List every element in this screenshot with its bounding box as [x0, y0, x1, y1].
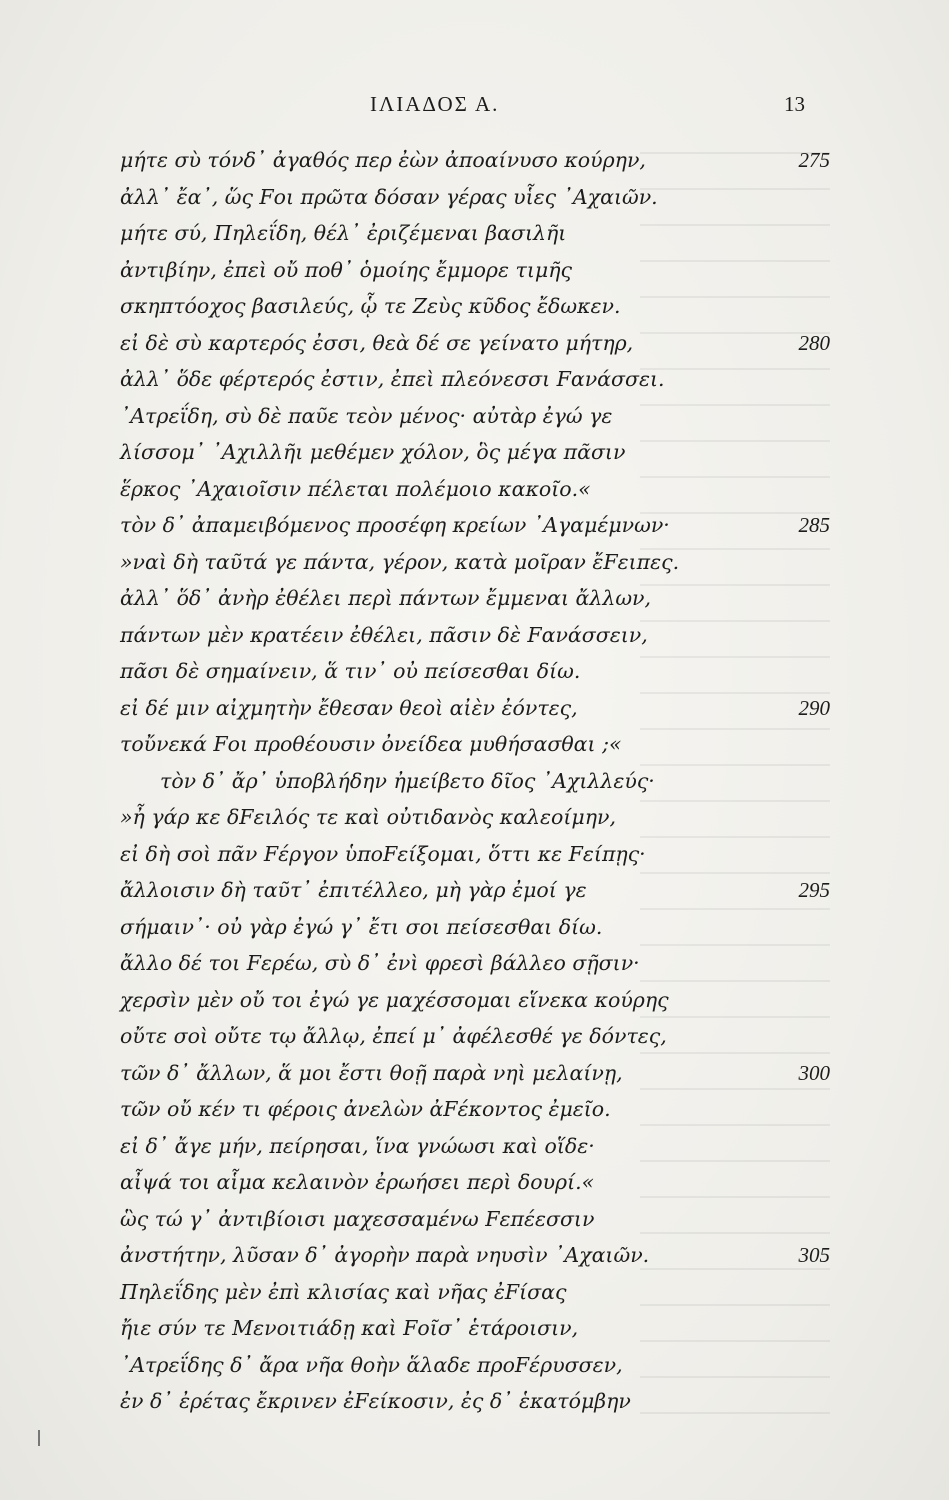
verse-text: ἐν δ᾽ ἐρέτας ἔκρινεν ἐFείκοσιν, ἐς δ᾽ ἑκατόμβην — [120, 1389, 631, 1413]
verse-line — [120, 580, 830, 617]
verse-line — [120, 398, 830, 435]
verse-line — [120, 872, 830, 909]
page-header — [0, 92, 949, 122]
verse-text: ἀλλ᾽ ὅδε φέρτερός ἐστιν, ἐπεὶ πλεόνεσσι Fανάσσει. — [120, 367, 665, 391]
line-number: 300 — [798, 1060, 830, 1085]
verse-text: ᾽Ατρεΐδης δ᾽ ἄρα νῆα θοὴν ἅλαδε προFέρυσσεν, — [120, 1352, 623, 1377]
verse-text: τῶν οὔ κέν τι φέροις ἀνελὼν ἀFέκοντος ἐμεῖο. — [120, 1097, 611, 1121]
verse-text: ἀντιβίην, ἐπεὶ οὔ ποθ᾽ ὁμοίης ἔμμορε τιμῆς — [120, 257, 572, 282]
verse-text: ᾽Ατρεΐδη, σὺ δὲ παῦε τεὸν μένος· αὐτὰρ ἐγώ γε — [120, 403, 613, 428]
verse-text: πᾶσι δὲ σημαίνειν, ἅ τιν᾽ οὐ πείσεσθαι δίω. — [120, 659, 581, 683]
verse-text: Πηλεΐδης μὲν ἐπὶ κλισίας καὶ νῆας ἐFίσας — [120, 1279, 567, 1304]
margin-mark — [38, 1430, 40, 1446]
verse-text: »ναὶ δὴ ταῦτά γε πάντα, γέρον, κατὰ μοῖραν ἔFειπες. — [120, 549, 680, 574]
verse-line — [120, 1383, 830, 1420]
verse-text: σήμαιν᾽· οὐ γὰρ ἐγώ γ᾽ ἔτι σοι πείσεσθαι δίω. — [120, 914, 603, 939]
verse-text: ἤιε σύν τε Μενοιτιάδῃ καὶ Fοῖσ᾽ ἑτάροισιν, — [120, 1316, 579, 1340]
verse-line — [120, 799, 830, 836]
verse-text: ἀλλ᾽ ἔα᾽, ὥς Fοι πρῶτα δόσαν γέρας υἷες ᾽Αχαιῶν. — [120, 184, 658, 209]
verse-line — [120, 945, 830, 982]
verse-text: εἰ δὲ σὺ καρτερός ἐσσι, θεὰ δέ σε γείνατο μήτηρ, — [120, 330, 634, 355]
verse-text: λίσσομ᾽ ᾽Αχιλλῆι μεθέμεν χόλον, ὃς μέγα πᾶσιν — [120, 440, 626, 464]
verse-line — [120, 1018, 830, 1055]
verse-line — [120, 1201, 830, 1238]
verse-text: »ἦ γάρ κε δFειλός τε καὶ οὐτιδανὸς καλεοίμην, — [120, 805, 617, 829]
verse-line — [120, 1091, 830, 1128]
verse-text: τῶν δ᾽ ἄλλων, ἅ μοι ἔστι θοῇ παρὰ νηὶ μελαίνῃ, — [120, 1060, 623, 1085]
verse-text: μήτε σὺ τόνδ᾽ ἀγαθός περ ἐὼν ἀποαίνυσο κούρην, — [120, 148, 646, 172]
verse-line — [120, 1274, 830, 1311]
verse-line — [120, 434, 830, 471]
line-number: 295 — [798, 878, 830, 902]
page-number: 13 — [784, 92, 805, 116]
verse-line — [120, 653, 830, 690]
verse-line — [120, 215, 830, 252]
verse-line — [120, 1310, 830, 1347]
verse-text: ἄλλοισιν δὴ ταῦτ᾽ ἐπιτέλλεο, μὴ γὰρ ἐμοί γε — [120, 878, 587, 902]
verse-line — [120, 1128, 830, 1165]
verse-line — [120, 726, 830, 763]
verse-line — [120, 142, 830, 179]
verse-text: πάντων μὲν κρατέειν ἐθέλει, πᾶσιν δὲ Fανάσσειν, — [120, 622, 648, 647]
verse-line — [120, 1237, 830, 1274]
verse-line — [120, 507, 830, 544]
verse-text: τὸν δ᾽ ἀπαμειβόμενος προσέφη κρείων ᾽Αγαμέμνων· — [120, 513, 670, 537]
verse-text: ἀλλ᾽ ὅδ᾽ ἀνὴρ ἐθέλει περὶ πάντων ἔμμεναι ἄλλων, — [120, 586, 652, 610]
verse-line — [120, 252, 830, 289]
line-number: 285 — [798, 513, 830, 537]
verse-line — [120, 1055, 830, 1092]
verse-text: εἰ δ᾽ ἄγε μήν, πείρησαι, ἵνα γνώωσι καὶ οἵδε· — [120, 1133, 595, 1158]
verse-text: αἶψά τοι αἷμα κελαινὸν ἐρωήσει περὶ δουρί.« — [120, 1170, 595, 1194]
line-number: 280 — [798, 330, 830, 355]
verse-text: μήτε σύ, Πηλεΐδη, θέλ᾽ ἐριζέμεναι βασιλῆι — [120, 221, 567, 245]
verse-line — [120, 909, 830, 946]
verse-text: ἀνστήτην, λῦσαν δ᾽ ἀγορὴν παρὰ νηυσὶν ᾽Αχαιῶν. — [120, 1243, 650, 1267]
verse-line — [120, 1164, 830, 1201]
line-number: 275 — [798, 148, 830, 172]
verse-line — [120, 836, 830, 873]
verse-text: τοὔνεκά Fοι προθέουσιν ὀνείδεα μυθήσασθαι ;« — [120, 732, 622, 756]
verse-text: ἕρκος ᾽Αχαιοῖσιν πέλεται πολέμοιο κακοῖο.« — [120, 476, 591, 501]
line-number: 290 — [798, 695, 830, 720]
verse-text: τὸν δ᾽ ἄρ᾽ ὑποβλήδην ἠμείβετο δῖος ᾽Αχιλλεύς· — [160, 768, 655, 793]
verse-line — [120, 1347, 830, 1384]
verse-line — [120, 982, 830, 1019]
verse-text: ἄλλο δέ τοι Fερέω, σὺ δ᾽ ἐνὶ φρεσὶ βάλλεο σῇσιν· — [120, 951, 640, 975]
verse-text: εἰ δὴ σοὶ πᾶν Fέργον ὑποFείξομαι, ὅττι κε Fείπῃς· — [120, 841, 646, 866]
verse-line — [120, 325, 830, 362]
verse-line — [120, 763, 830, 800]
verse-text: εἰ δέ μιν αἰχμητὴν ἔθεσαν θεοὶ αἰὲν ἐόντες, — [120, 695, 578, 720]
verse-line — [120, 617, 830, 654]
verse-line — [120, 361, 830, 398]
verse-text: χερσὶν μὲν οὔ τοι ἐγώ γε μαχέσσομαι εἵνεκα κούρης — [120, 987, 669, 1012]
verse-text: οὔτε σοὶ οὔτε τῳ ἄλλῳ, ἐπεί μ᾽ ἀφέλεσθέ γε δόντες, — [120, 1024, 667, 1048]
verse-text: σκηπτόοχος βασιλεύς, ᾧ τε Ζεὺς κῦδος ἔδωκεν. — [120, 294, 621, 318]
verse-line — [120, 288, 830, 325]
verse-line — [120, 471, 830, 508]
verse-line — [120, 179, 830, 216]
running-title: ΙΛΙΑΔΟΣ Α. — [370, 92, 500, 116]
verse-line — [120, 544, 830, 581]
line-number: 305 — [798, 1243, 830, 1267]
verse-block — [120, 142, 830, 1420]
verse-line — [120, 690, 830, 727]
verse-text: ὣς τώ γ᾽ ἀντιβίοισι μαχεσσαμένω Fεπέεσσιν — [120, 1206, 595, 1231]
